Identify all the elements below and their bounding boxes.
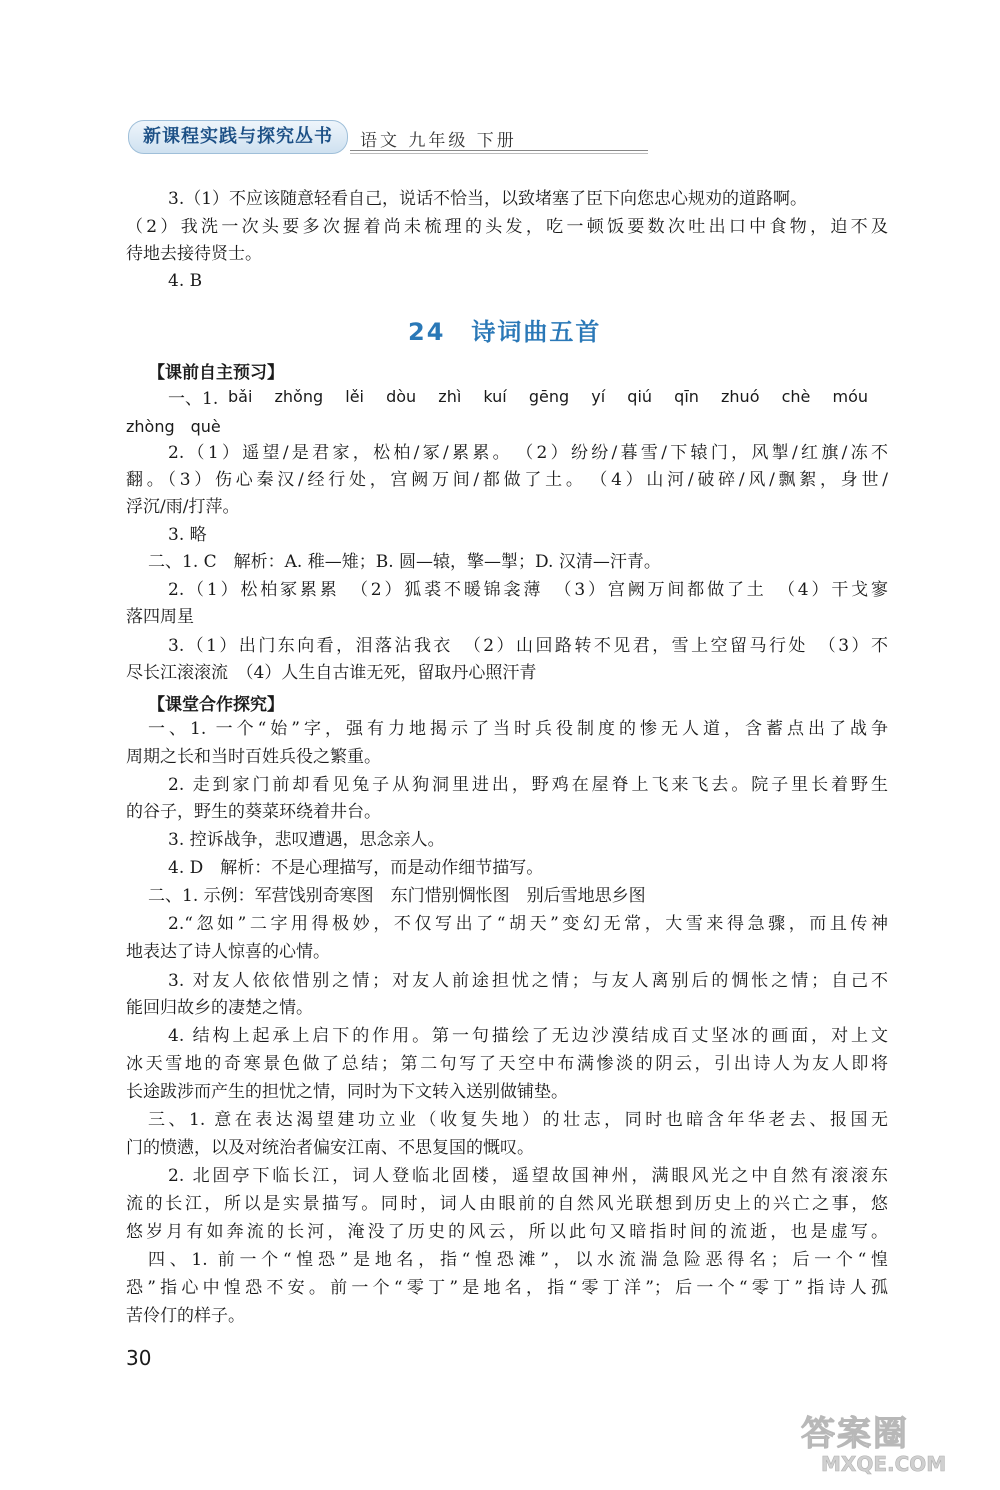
pinyin-word: qīn <box>674 387 699 406</box>
answer-line: 周期之长和当时百姓兵役之繁重。 <box>126 747 381 767</box>
answer-line: 的谷子，野生的葵菜环绕着井台。 <box>126 802 381 822</box>
answer-line: 2. 走到家门前却看见兔子从狗洞里进出，野鸡在屋脊上飞来飞去。院子里长着野生 <box>168 775 888 795</box>
answer-line: 4. D 解析：不是心理描写，而是动作细节描写。 <box>168 858 544 878</box>
pinyin-row <box>228 387 868 406</box>
answer-line: 能回归故乡的凄楚之情。 <box>126 998 313 1018</box>
page-number: 30 <box>126 1346 152 1370</box>
pinyin-row: zhòng què <box>126 417 221 436</box>
answer-line: 4. B <box>168 271 203 291</box>
answer-line: 2.（1）遥望/是君家，松柏/冢/累累。 （2）纷纷/暮雪/下辕门，风掣/红旗/冻不 <box>168 443 888 463</box>
header-rule <box>350 150 648 151</box>
pinyin-word: bǎi <box>228 387 253 406</box>
book-info: 语文 九年级 下册 <box>360 131 517 151</box>
answer-line: 一、1. 一个“始”字，强有力地揭示了当时兵役制度的惨无人道，含蓄点出了战争 <box>148 719 888 739</box>
pinyin-word: lěi <box>345 387 364 406</box>
answer-line: 翻。（3）伤心秦汉/经行处，宫阙万间/都做了土。 （4）山河/破碎/风/飘絮，身世/ <box>126 470 888 490</box>
answer-line: 苦伶仃的样子。 <box>126 1306 245 1326</box>
answer-line: 流的长江，所以是实景描写。同时，词人由眼前的自然风光联想到历史上的兴亡之事，悠 <box>126 1194 888 1214</box>
running-header <box>128 120 528 154</box>
answer-line: 四、1. 前一个“惶恐”是地名，指“惶恐滩”，以水流湍急险恶得名；后一个“惶 <box>148 1250 888 1270</box>
answer-line: 2.（1）松柏冢累累 （2）狐裘不暖锦衾薄 （3）宫阙万间都做了土 （4）干戈寥 <box>168 580 888 600</box>
answer-line: 3. 控诉战争，悲叹遭遇，思念亲人。 <box>168 830 445 850</box>
pinyin-word: zhǒng <box>274 387 324 406</box>
pinyin-word: zhì <box>438 387 462 406</box>
pinyin-word: qiú <box>627 387 653 406</box>
answer-line: 3.（1）不应该随意轻看自己，说话不恰当，以致堵塞了臣下向您忠心规劝的道路啊。 <box>168 189 808 209</box>
section-heading: 【课前自主预习】 <box>148 363 284 383</box>
answer-line: 长途跋涉而产生的担忧之情，同时为下文转入送别做铺垫。 <box>126 1082 568 1102</box>
answer-line: 浮沉/雨/打萍。 <box>126 497 240 517</box>
answer-line: 待地去接待贤士。 <box>126 244 262 264</box>
series-badge: 新课程实践与探究丛书 <box>128 120 348 154</box>
answer-line: 3. 对友人依依惜别之情；对友人前途担忧之情；与友人离别后的惆怅之情；自己不 <box>168 971 888 991</box>
watermark-logo <box>793 1400 983 1480</box>
section-heading: 【课堂合作探究】 <box>148 695 284 715</box>
answer-line: 地表达了诗人惊喜的心情。 <box>126 942 330 962</box>
answer-line: 二、1. C 解析：A. 稚—雉；B. 圆—辕，擎—掣；D. 汉清—汗青。 <box>148 552 661 572</box>
answer-line: 悠岁月有如奔流的长河，淹没了历史的风云，所以此句又暗指时间的流逝，也是虚写。 <box>126 1222 888 1242</box>
pinyin-label: 一、1. <box>168 389 219 409</box>
answer-line: （2）我洗一次头要多次握着尚未梳理的头发，吃一顿饭要数次吐出口中食物，迫不及 <box>126 217 888 237</box>
answer-line: 三、1. 意在表达渴望建功立业（收复失地）的壮志，同时也暗含年华老去、报国无 <box>148 1110 888 1130</box>
pinyin-word: gēng <box>528 387 570 406</box>
pinyin-word: móu <box>832 387 868 406</box>
answer-line: 3.（1）出门东向看，泪落沾我衣 （2）山回路转不见君，雪上空留马行处 （3）不 <box>168 636 888 656</box>
pinyin-word: zhuó <box>721 387 760 406</box>
answer-line: 2.“忽如”二字用得极妙，不仅写出了“胡天”变幻无常，大雪来得急骤，而且传神 <box>168 914 888 934</box>
answer-line: 2. 北固亭下临长江，词人登临北固楼，遥望故国神州，满眼风光之中自然有滚滚东 <box>168 1166 888 1186</box>
answer-line: 二、1. 示例：军营饯别奇寒图 东门惜别惆怅图 别后雪地思乡图 <box>148 886 646 906</box>
pinyin-word: kuí <box>483 387 507 406</box>
answer-line: 3. 略 <box>168 525 207 545</box>
answer-line: 冰天雪地的奇寒景色做了总结；第二句写了天空中布满惨淡的阴云，引出诗人为友人即将 <box>126 1054 888 1074</box>
answer-line: 尽长江滚滚流 （4）人生自古谁无死，留取丹心照汗青 <box>126 663 537 683</box>
answer-line: 4. 结构上起承上启下的作用。第一句描绘了无边沙漠结成百丈坚冰的画面，对上文 <box>168 1026 888 1046</box>
answer-line: 恐”指心中惶恐不安。前一个“零丁”是地名，指“零丁洋”；后一个“零丁”指诗人孤 <box>126 1278 888 1298</box>
watermark-text: 答案圈 <box>801 1414 909 1454</box>
pinyin-word: chè <box>781 387 811 406</box>
watermark-url: MXQE.COM <box>821 1452 947 1476</box>
header-rule <box>350 153 648 154</box>
pinyin-word: dòu <box>386 387 417 406</box>
answer-line: 门的愤懑，以及对统治者偏安江南、不思复国的慨叹。 <box>126 1138 534 1158</box>
pinyin-word: yí <box>591 387 606 406</box>
lesson-title: 24 诗词曲五首 <box>408 318 602 346</box>
answer-line: 落四周星 <box>126 607 194 627</box>
